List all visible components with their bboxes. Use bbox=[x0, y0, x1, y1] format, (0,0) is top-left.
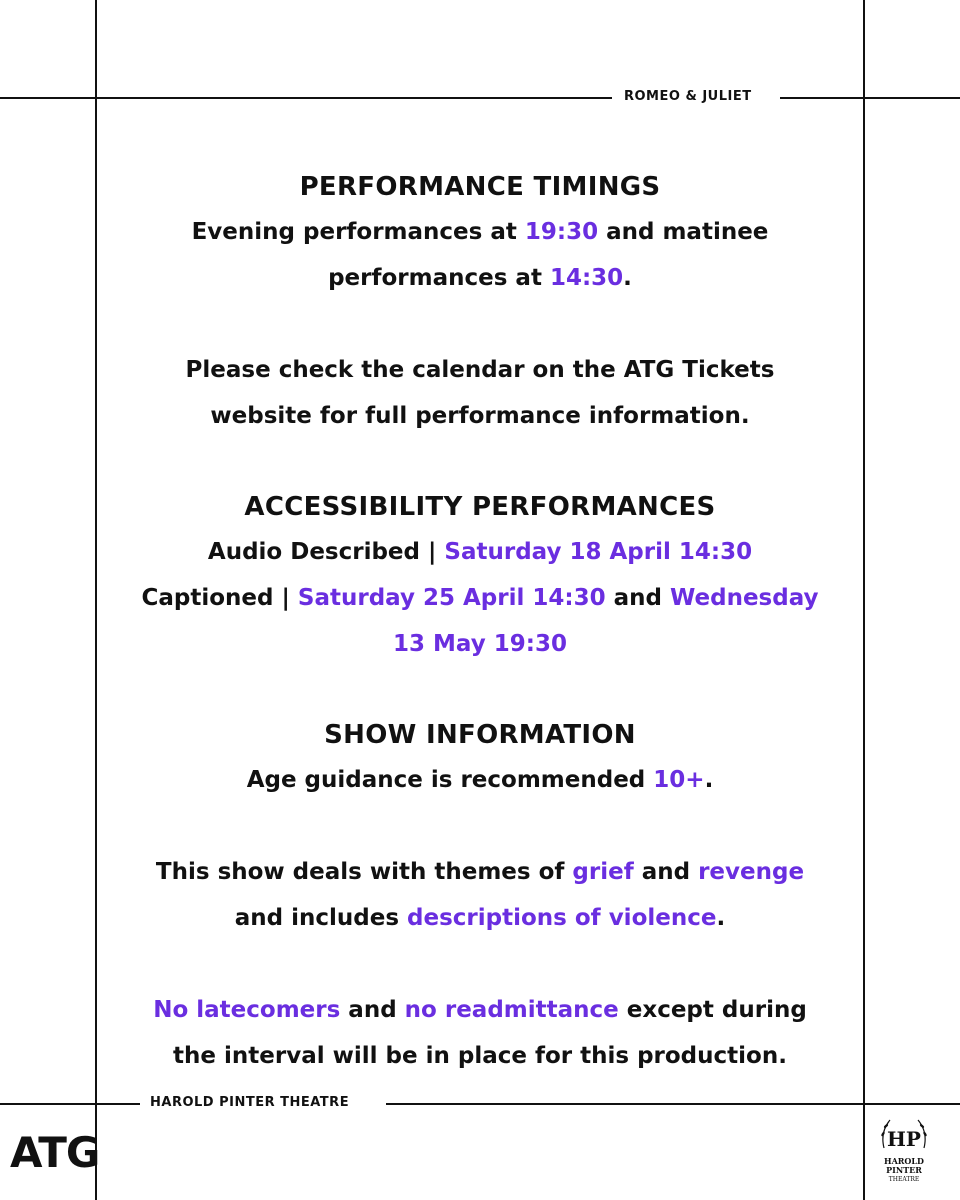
calendar-line-2: website for full performance information. bbox=[210, 403, 750, 429]
calendar-line-1: Please check the calendar on the ATG Tickets bbox=[185, 357, 775, 383]
age-guidance-line: Age guidance is recommended 10+. bbox=[246, 767, 714, 793]
accessibility-heading: ACCESSIBILITY PERFORMANCES bbox=[244, 492, 716, 522]
theme-revenge: revenge bbox=[698, 859, 805, 885]
captioned-date-2-day: Wednesday bbox=[669, 585, 819, 611]
age-value: 10+ bbox=[653, 767, 705, 793]
timings-line-1: Evening performances at 19:30 and matinee bbox=[191, 219, 769, 245]
frame-line-bottom-right bbox=[386, 1103, 960, 1105]
latecomers-line-2: the interval will be in place for this production. bbox=[173, 1043, 787, 1069]
info-panel bbox=[97, 165, 863, 1079]
no-latecomers: No latecomers bbox=[153, 997, 341, 1023]
timings-line-2: performances at 14:30. bbox=[328, 265, 632, 291]
harold-pinter-logo bbox=[868, 1112, 940, 1196]
frame-line-top-left bbox=[0, 97, 612, 99]
evening-time: 19:30 bbox=[524, 219, 599, 245]
themes-line-2: and includes descriptions of violence. bbox=[234, 905, 726, 931]
show-info-heading: SHOW INFORMATION bbox=[324, 720, 636, 750]
themes-line-1: This show deals with themes of grief and revenge bbox=[155, 859, 805, 885]
hp-monogram: HP bbox=[887, 1127, 921, 1151]
captioned-line-2 bbox=[97, 621, 863, 667]
timings-heading: PERFORMANCE TIMINGS bbox=[299, 172, 661, 202]
hp-line-1: HAROLD bbox=[884, 1156, 924, 1166]
captioned-line-1: Captioned | Saturday 25 April 14:30 and Wednesday bbox=[141, 585, 819, 611]
frame-line-right bbox=[863, 0, 865, 1200]
hp-line-2: PINTER bbox=[886, 1165, 922, 1175]
latecomers-line-1: No latecomers and no readmittance except during bbox=[153, 997, 807, 1023]
hp-line-3: THEATRE bbox=[888, 1176, 920, 1183]
frame-line-bottom-left bbox=[0, 1103, 140, 1105]
audio-described-date: Saturday 18 April 14:30 bbox=[444, 539, 753, 565]
captioned-date-1: Saturday 25 April 14:30 bbox=[297, 585, 606, 611]
audio-described-line: Audio Described | Saturday 18 April 14:30 bbox=[207, 539, 753, 565]
no-readmittance: no readmittance bbox=[404, 997, 619, 1023]
captioned-date-2: 13 May 19:30 bbox=[393, 631, 567, 657]
matinee-time: 14:30 bbox=[549, 265, 624, 291]
theme-violence: descriptions of violence bbox=[407, 905, 717, 931]
theme-grief: grief bbox=[572, 859, 634, 885]
frame-line-top-right bbox=[780, 97, 960, 99]
atg-logo: ATG bbox=[10, 1128, 100, 1177]
venue-name: HAROLD PINTER THEATRE bbox=[150, 1095, 350, 1110]
show-title: ROMEO & JULIET bbox=[624, 89, 752, 104]
